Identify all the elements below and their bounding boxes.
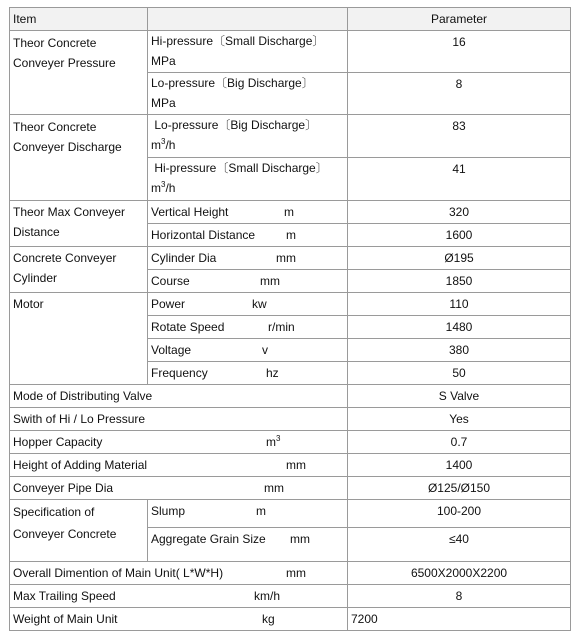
- sub-label: [148, 224, 348, 247]
- value-cell: S Valve: [348, 385, 571, 408]
- unit-text: mm: [286, 458, 306, 472]
- label-text: Rotate Speed: [151, 320, 225, 334]
- value-cell: 7200: [348, 608, 571, 631]
- sub-label: [148, 73, 348, 115]
- label-text: Vertical Height: [151, 205, 229, 219]
- label-text: Aggregate Grain Size: [151, 532, 266, 546]
- group-label: Motor: [10, 293, 148, 385]
- table-row: [10, 115, 571, 158]
- table-row: [10, 385, 571, 408]
- label-text: Cylinder Dia: [151, 251, 217, 265]
- row-label: Mode of Distributing Valve: [10, 385, 348, 408]
- label-text: Slump: [151, 504, 186, 518]
- unit-sup: 3: [161, 137, 166, 146]
- value-cell: 1850: [348, 270, 571, 293]
- value-cell: 41: [348, 158, 571, 201]
- label-text: Frequency: [151, 366, 208, 380]
- sub-label: [148, 500, 348, 528]
- value-cell: Ø125/Ø150: [348, 477, 571, 500]
- row-label: [10, 431, 348, 454]
- value-cell: 83: [348, 115, 571, 158]
- sub-label: [148, 362, 348, 385]
- value-cell: 1480: [348, 316, 571, 339]
- value-cell: 8: [348, 585, 571, 608]
- label-text: Hi-pressure〔Small Discharge〕: [151, 34, 325, 48]
- label-text: Power: [151, 297, 186, 311]
- sub-label: [148, 270, 348, 293]
- unit-text: hz: [266, 366, 279, 380]
- table-row: [10, 477, 571, 500]
- unit-text: mm: [290, 532, 310, 546]
- unit-text: MPa: [151, 96, 176, 110]
- unit-text: m: [284, 205, 294, 219]
- table-row: [10, 31, 571, 73]
- row-label: [10, 585, 348, 608]
- unit-text: m: [256, 504, 266, 518]
- value-cell: 100-200: [348, 500, 571, 528]
- row-label: [10, 477, 348, 500]
- label-text: Lo-pressure〔Big Discharge〕: [154, 118, 318, 132]
- row-label: [10, 454, 348, 477]
- unit-tail: /h: [165, 138, 176, 152]
- unit-text: mm: [276, 251, 296, 265]
- sub-label: [148, 201, 348, 224]
- value-cell: 50: [348, 362, 571, 385]
- unit-text: kw: [252, 297, 267, 311]
- group-label: Theor Max Conveyer Distance: [10, 201, 148, 247]
- unit-text: kg: [262, 612, 275, 626]
- sub-label: [148, 339, 348, 362]
- unit-text: r/min: [268, 320, 295, 334]
- table-row: [10, 585, 571, 608]
- unit-tail: /h: [165, 181, 176, 195]
- label-text: Height of Adding Material: [13, 458, 148, 472]
- header-parameter: Parameter: [348, 8, 571, 31]
- sub-label: [148, 528, 348, 562]
- unit-text: [266, 431, 280, 453]
- value-cell: 110: [348, 293, 571, 316]
- spec-table: [9, 7, 571, 631]
- row-label: [10, 562, 348, 585]
- header-row: [10, 8, 571, 31]
- label-text: Horizontal Distance: [151, 228, 256, 242]
- value-cell: 380: [348, 339, 571, 362]
- unit-base: m: [266, 435, 276, 449]
- unit-text: mm: [264, 481, 284, 495]
- group-label: Concrete Conveyer Cylinder: [10, 247, 148, 293]
- label-text: Overall Dimention of Main Unit( L*W*H): [13, 566, 224, 580]
- unit-text: m: [286, 228, 296, 242]
- table-row: [10, 408, 571, 431]
- unit-text: v: [262, 343, 268, 357]
- table-row: [10, 608, 571, 631]
- label-text: Conveyer Pipe Dia: [13, 481, 114, 495]
- label-text: Hopper Capacity: [13, 435, 103, 449]
- unit-text: km/h: [254, 589, 281, 603]
- value-cell: Ø195: [348, 247, 571, 270]
- row-label: Swith of Hi / Lo Pressure: [10, 408, 348, 431]
- unit-text: mm: [260, 274, 280, 288]
- value-cell: 1400: [348, 454, 571, 477]
- sub-label: [148, 293, 348, 316]
- unit-sup: 3: [161, 180, 166, 189]
- value-cell: ≤40: [348, 528, 571, 562]
- value-cell: 320: [348, 201, 571, 224]
- table-row: [10, 431, 571, 454]
- unit-text: m: [151, 138, 161, 152]
- label-text: Hi-pressure〔Small Discharge〕: [154, 161, 328, 175]
- sub-label: [148, 316, 348, 339]
- table-row: [10, 247, 571, 270]
- unit-text: MPa: [151, 54, 176, 68]
- label-text: Weight of Main Unit: [13, 612, 118, 626]
- value-cell: 1600: [348, 224, 571, 247]
- table-row: [10, 562, 571, 585]
- sub-label: [148, 31, 348, 73]
- value-cell: 8: [348, 73, 571, 115]
- header-spacer: [148, 8, 348, 31]
- value-cell: Yes: [348, 408, 571, 431]
- unit-sup: 3: [276, 434, 281, 443]
- unit-text: m: [151, 181, 161, 195]
- table-row: [10, 454, 571, 477]
- value-cell: 16: [348, 31, 571, 73]
- unit-text: mm: [286, 566, 306, 580]
- sub-label: [148, 158, 348, 201]
- table-row: [10, 201, 571, 224]
- sub-label: [148, 115, 348, 158]
- group-label: Specification of Conveyer Concrete: [10, 500, 148, 562]
- group-label: Theor Concrete Conveyer Discharge: [10, 115, 148, 201]
- table-row: [10, 500, 571, 528]
- sub-label: [148, 247, 348, 270]
- label-text: Course: [151, 274, 190, 288]
- label-text: Max Trailing Speed: [13, 589, 116, 603]
- label-text: Lo-pressure〔Big Discharge〕: [151, 76, 314, 90]
- value-cell: 0.7: [348, 431, 571, 454]
- row-label: [10, 608, 348, 631]
- header-item: Item: [10, 8, 148, 31]
- label-text: Voltage: [151, 343, 192, 357]
- value-cell: 6500X2000X2200: [348, 562, 571, 585]
- table-row: [10, 293, 571, 316]
- group-label: Theor Concrete Conveyer Pressure: [10, 31, 148, 115]
